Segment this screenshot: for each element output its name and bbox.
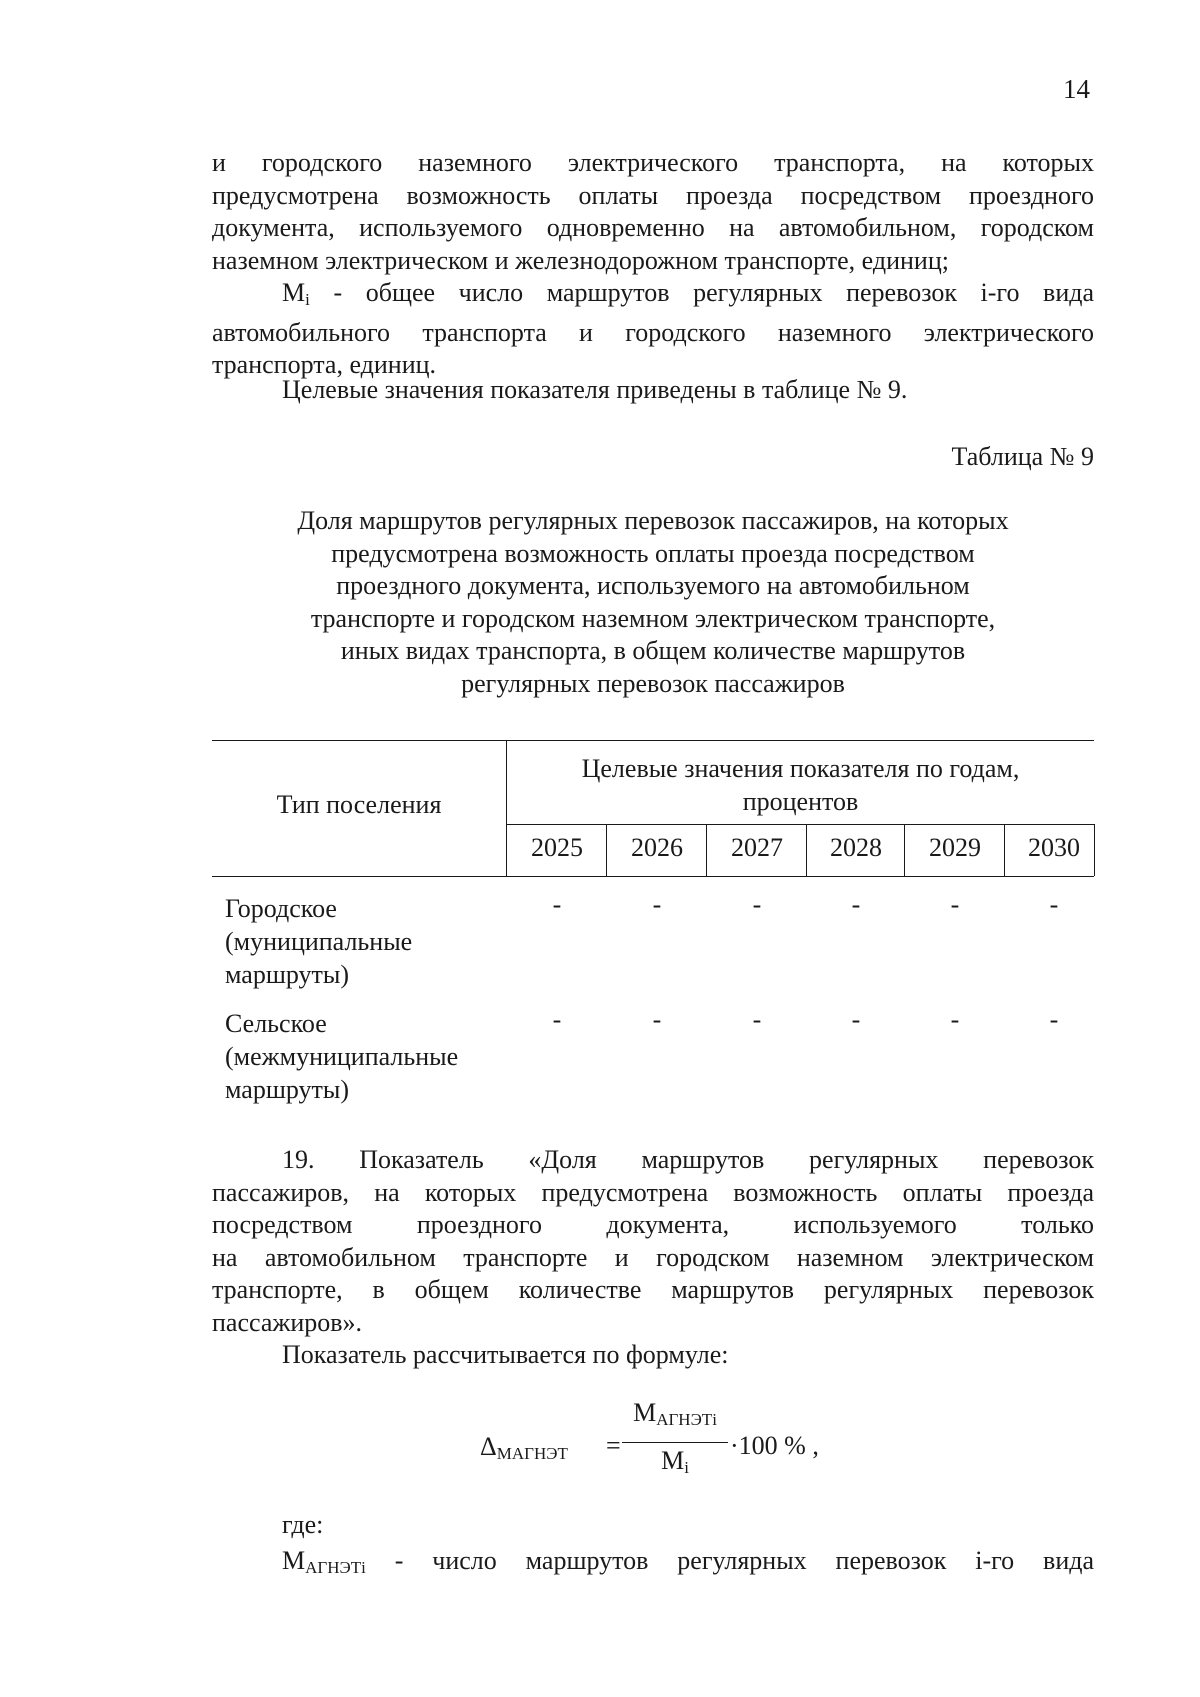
target-values-line: Целевые значения показателя приведены в таблице № 9.: [282, 375, 908, 404]
table-cell: -: [851, 1005, 861, 1034]
table-label: Таблица № 9: [951, 442, 1094, 471]
text-line: транспорта, единиц.: [212, 350, 437, 379]
paragraph-definitions: [212, 147, 1094, 382]
text-fragment: - общее число маршрутов регулярных перевозок i-го вида: [309, 278, 1094, 307]
table-cell: -: [652, 890, 662, 919]
table-title-line: предусмотрена возможность оплаты проезда посредством: [331, 538, 975, 568]
text-line: и городского наземного электрического транспорта, на которых: [212, 148, 1094, 177]
table-cell: -: [950, 1005, 960, 1034]
table-cell: -: [1049, 1005, 1059, 1034]
symbol-m: M: [282, 278, 306, 307]
table-cell: -: [652, 1005, 662, 1034]
formula-equals: =: [606, 1431, 621, 1460]
row-label-line: (муниципальные: [225, 927, 413, 956]
column-header-line: Целевые значения показателя по годам,: [581, 754, 1020, 783]
table-title: [212, 505, 1094, 700]
formula-multiplier: ·100 % ,: [730, 1431, 819, 1460]
text-line: автомобильного транспорта и городского наземного электрического: [212, 317, 1094, 347]
year-header-2027: 2027: [731, 833, 783, 862]
formula-subscript: МАГНЭТ: [496, 1444, 568, 1463]
table-title-line: регулярных перевозок пассажиров: [461, 668, 845, 698]
text-line: [212, 277, 1094, 317]
where-label: где:: [282, 1510, 324, 1539]
column-header-settlement-type: Тип поселения: [276, 790, 442, 819]
table-cell: -: [950, 890, 960, 919]
year-header-2026: 2026: [631, 833, 683, 862]
table-top-rule: [212, 740, 1094, 741]
row-label-line: Сельское: [225, 1009, 327, 1038]
text-line: пассажиров, на которых предусмотрена возможность оплаты проезда: [212, 1177, 1094, 1207]
year-header-2025: 2025: [531, 833, 583, 862]
table-title-line: иных видах транспорта, в общем количестве маршрутов: [340, 636, 966, 665]
formula-numerator: [620, 1398, 730, 1430]
symbol-subscript: i: [305, 290, 310, 309]
formula-intro: Показатель рассчитывается по формуле:: [282, 1340, 729, 1369]
row-label-line: (межмуниципальные: [225, 1042, 459, 1071]
column-header-target-values: [507, 752, 1094, 818]
symbol-subscript: АГНЭТi: [305, 1558, 366, 1577]
paragraph-indicator-19: [212, 1144, 1094, 1339]
text-line: 19. Показатель «Доля маршрутов регулярных перевозок: [282, 1145, 1094, 1174]
table-cell: -: [1049, 890, 1059, 919]
table-title-line: проездного документа, используемого на автомобильном: [336, 571, 970, 600]
text-line: посредством проездного документа, используемого только: [212, 1210, 1094, 1239]
fraction-bar: [622, 1442, 728, 1443]
table-divider-horizontal: [506, 824, 1094, 825]
table-header-bottom-rule: [212, 876, 1094, 877]
year-header-2028: 2028: [830, 833, 882, 862]
table-title-line: транспорте и городском наземном электрическом транспорте,: [310, 603, 996, 633]
table-row-label-rural: [225, 1007, 505, 1106]
year-header-2029: 2029: [929, 833, 981, 862]
row-label-line: маршруты): [225, 960, 349, 989]
formula: [480, 1398, 840, 1498]
table-cell: -: [552, 890, 562, 919]
table-cell: -: [552, 1005, 562, 1034]
formula-lhs: [480, 1432, 568, 1464]
row-label-line: Городское: [225, 894, 337, 923]
table-cell: -: [752, 890, 762, 919]
delta-symbol: Δ: [480, 1432, 497, 1461]
text-line: пассажиров».: [212, 1307, 363, 1337]
page-number: 14: [1063, 74, 1090, 104]
text-line: наземном электрическом и железнодорожном транспорте, единиц;: [212, 245, 949, 275]
formula-denominator: [620, 1446, 730, 1478]
column-header-line: процентов: [742, 787, 859, 816]
text-fragment: - число маршрутов регулярных перевозок i-го вида: [365, 1546, 1094, 1575]
denominator-subscript: i: [684, 1458, 689, 1477]
table-cell: -: [752, 1005, 762, 1034]
year-header-2030: 2030: [1028, 833, 1080, 862]
table-row-label-urban: [225, 892, 505, 991]
text-line: на автомобильном транспорте и городском наземном электрическом: [212, 1242, 1094, 1272]
table-title-line: Доля маршрутов регулярных перевозок пассажиров, на которых: [297, 506, 1009, 535]
numerator-symbol: M: [633, 1398, 657, 1427]
denominator-symbol: M: [661, 1446, 685, 1475]
row-label-line: маршруты): [225, 1075, 349, 1104]
text-line: предусмотрена возможность оплаты проезда посредством проездного: [212, 180, 1094, 210]
numerator-subscript: АГНЭТi: [656, 1410, 717, 1429]
definition-line: [282, 1546, 1094, 1578]
symbol-m: M: [282, 1546, 306, 1575]
text-line: транспорте, в общем количестве маршрутов регулярных перевозок: [212, 1275, 1094, 1304]
text-line: документа, используемого одновременно на автомобильном, городском: [212, 213, 1094, 242]
table-cell: -: [851, 890, 861, 919]
